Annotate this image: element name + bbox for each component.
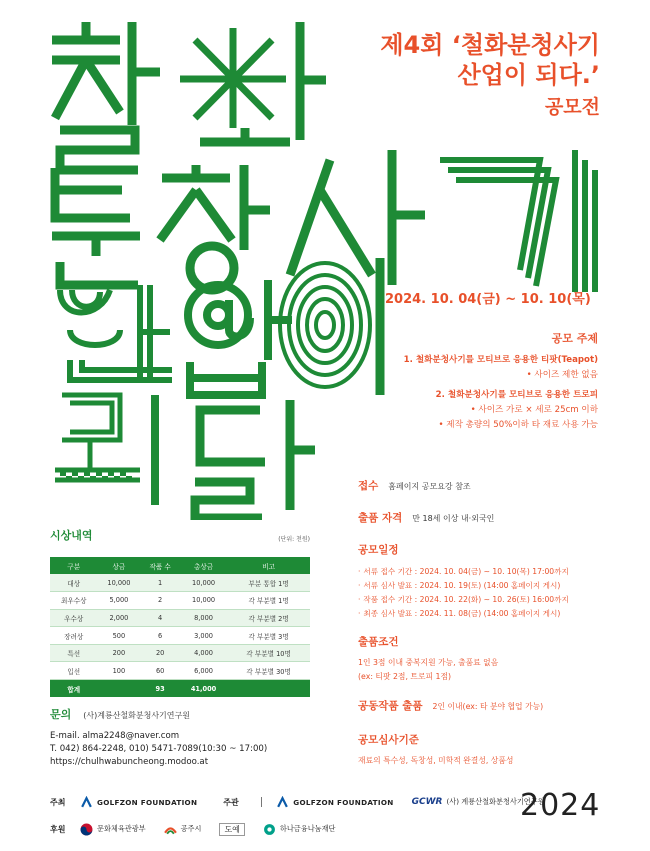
table-cell: 각 부분별 30명 <box>227 662 310 680</box>
table-cell: 특선 <box>50 644 97 662</box>
criteria-label: 공모심사기준 <box>358 734 419 746</box>
table-cell: 10,000 <box>180 592 227 610</box>
table-cell: 2,000 <box>97 609 140 627</box>
table-cell: 각 부분별 2명 <box>227 609 310 627</box>
year-label: 2024 <box>520 788 601 823</box>
joint-value: 2인 이내(ex: 타 분야 협업 가능) <box>432 702 544 711</box>
hana-foundation-logo: 하나금융나눔재단 <box>263 823 336 836</box>
schedule-item: · 서류 심사 발표 : 2024. 10. 19(토) (14:00 홈페이지 게시) <box>358 581 561 590</box>
title-art-cheong <box>160 165 270 290</box>
theme-item-2-sub1: • 사이즈 가로 × 세로 25cm 이하 <box>470 405 598 415</box>
table-header-row <box>50 557 310 574</box>
contact-email[interactable]: E-mail. alma2248@naver.com <box>50 731 180 741</box>
table-cell: 10,000 <box>97 574 140 592</box>
awards-section <box>50 527 310 697</box>
title-art-da <box>195 400 315 518</box>
reception-section <box>358 478 471 493</box>
theme-block <box>298 330 598 433</box>
golfzon-icon <box>276 796 289 809</box>
research-institute-logo: GCWR (사) 계룡산철화분청사기연구원 <box>411 797 545 807</box>
theme-title: 공모 주제 <box>551 332 598 345</box>
table-header: 비고 <box>227 557 310 574</box>
headline-line1: 제4회 ‘철화분청사기 <box>380 31 600 59</box>
theme-item-2: 2. 철화분청사기를 모티브로 응용한 트로피 <box>435 390 598 400</box>
table-cell: 20 <box>140 644 179 662</box>
reception-value: 홈페이지 공모요강 참조 <box>388 482 471 491</box>
table-cell: 60 <box>140 662 179 680</box>
headline <box>380 30 600 122</box>
title-art-san <box>60 285 172 380</box>
schedule-list <box>358 565 569 621</box>
table-cell: 200 <box>97 644 140 662</box>
table-row <box>50 574 310 592</box>
theme-item-1-sub: • 사이즈 제한 없음 <box>526 370 598 380</box>
table-cell: 93 <box>140 680 179 698</box>
table-cell: 각 부분별 10명 <box>227 644 310 662</box>
table-cell: 대상 <box>50 574 97 592</box>
table-cell: 우수상 <box>50 609 97 627</box>
conditions-line1: 1인 3점 이내 중복지원 가능, 출품료 없음 <box>358 658 499 667</box>
eligibility-section <box>358 510 494 525</box>
table-cell: 부분 통합 1명 <box>227 574 310 592</box>
table-cell: 2 <box>140 592 179 610</box>
support-label: 후원 <box>50 824 66 834</box>
contact-phone: T. 042) 864-2248, 010) 5471-7089(10:30 ~ 17:00) <box>50 744 268 754</box>
theme-item-2-sub2: • 제작 총량의 50%이하 타 재료 사용 가능 <box>438 420 598 430</box>
host-label: 주최 <box>50 797 66 807</box>
ministry-logo: 문화체육관광부 <box>80 823 146 836</box>
table-header: 상금 <box>97 557 140 574</box>
table-cell: 5,000 <box>97 592 140 610</box>
table-row <box>50 662 310 680</box>
conditions-label: 출품조건 <box>358 636 399 648</box>
awards-table <box>50 557 310 697</box>
contact-url[interactable]: https://chulhwabuncheong.modoo.at <box>50 757 209 767</box>
taegeuk-icon <box>80 823 93 836</box>
table-cell: 합계 <box>50 680 97 698</box>
gongju-icon <box>164 823 177 836</box>
eligibility-label: 출품 자격 <box>358 512 403 524</box>
table-total-row <box>50 680 310 698</box>
table-cell: 4 <box>140 609 179 627</box>
title-art-doe <box>55 395 155 505</box>
title-art-hwa <box>180 22 326 142</box>
title-art-bun <box>52 168 140 285</box>
table-cell <box>227 680 310 698</box>
awards-unit: (단위: 천원) <box>278 536 310 543</box>
schedule-item: · 작품 접수 기간 : 2024. 10. 22(화) ~ 10. 26(토) 16:00까지 <box>358 595 569 604</box>
table-cell: 8,000 <box>180 609 227 627</box>
conditions-line2: (ex: 티팟 2점, 트로피 1점) <box>358 672 452 681</box>
contact-section <box>50 706 330 769</box>
gongju-logo: 공주시 <box>164 823 202 836</box>
table-cell: 최우수상 <box>50 592 97 610</box>
schedule-item: · 최종 심사 발표 : 2024. 11. 08(금) (14:00 홈페이지 게시) <box>358 609 561 618</box>
table-cell: 500 <box>97 627 140 645</box>
hana-icon <box>263 823 276 836</box>
divider <box>261 797 262 807</box>
criteria-value: 재료의 특수성, 독창성, 미학적 완결성, 상품성 <box>358 756 514 765</box>
joint-label: 공동작품 출품 <box>358 700 423 712</box>
table-cell: 10,000 <box>180 574 227 592</box>
awards-title: 시상내역 <box>50 529 93 542</box>
doye-logo: 도예 <box>219 823 244 836</box>
table-cell: 각 부분별 1명 <box>227 592 310 610</box>
date-range: 2024. 10. 04(금) ~ 10. 10(목) <box>385 292 591 307</box>
table-row <box>50 627 310 645</box>
table-row <box>50 592 310 610</box>
headline-line3: 공모전 <box>544 96 600 118</box>
title-art-gi <box>440 150 595 292</box>
table-row <box>50 609 310 627</box>
table-header: 작품 수 <box>140 557 179 574</box>
table-cell: 1 <box>140 574 179 592</box>
table-cell: 41,000 <box>180 680 227 698</box>
criteria-section <box>358 732 513 766</box>
schedule-section <box>358 542 569 621</box>
contact-org: (사)계룡산철화분청사기연구원 <box>83 711 190 720</box>
reception-label: 접수 <box>358 480 379 492</box>
table-header: 구분 <box>50 557 97 574</box>
table-cell: 입선 <box>50 662 97 680</box>
schedule-label: 공모일정 <box>358 544 399 556</box>
table-header: 총상금 <box>180 557 227 574</box>
table-cell: 6,000 <box>180 662 227 680</box>
contact-label: 문의 <box>50 708 72 721</box>
golfzon-foundation-logo-2: GOLFZON FOUNDATION <box>276 796 393 809</box>
table-cell: 장려상 <box>50 627 97 645</box>
headline-line2: 산업이 되다.’ <box>457 61 600 89</box>
table-cell: 각 부분별 3명 <box>227 627 310 645</box>
table-cell: 100 <box>97 662 140 680</box>
table-cell: 4,000 <box>180 644 227 662</box>
golfzon-icon <box>80 796 93 809</box>
table-row <box>50 644 310 662</box>
organizer-label: 주관 <box>223 797 239 807</box>
table-cell: 6 <box>140 627 179 645</box>
title-art-eop <box>188 280 292 395</box>
table-cell <box>97 680 140 698</box>
schedule-item: · 서류 접수 기간 : 2024. 10. 04(금) ~ 10. 10(목) 17:00까지 <box>358 567 569 576</box>
conditions-section <box>358 634 498 684</box>
title-art-cheol <box>52 22 160 170</box>
theme-item-1: 1. 철화분청사기를 모티브로 응용한 티팟(Teapot) <box>403 355 598 365</box>
golfzon-foundation-logo: GOLFZON FOUNDATION <box>80 796 197 809</box>
table-cell: 3,000 <box>180 627 227 645</box>
joint-section <box>358 698 543 713</box>
eligibility-value: 만 18세 이상 내·외국인 <box>412 514 495 523</box>
